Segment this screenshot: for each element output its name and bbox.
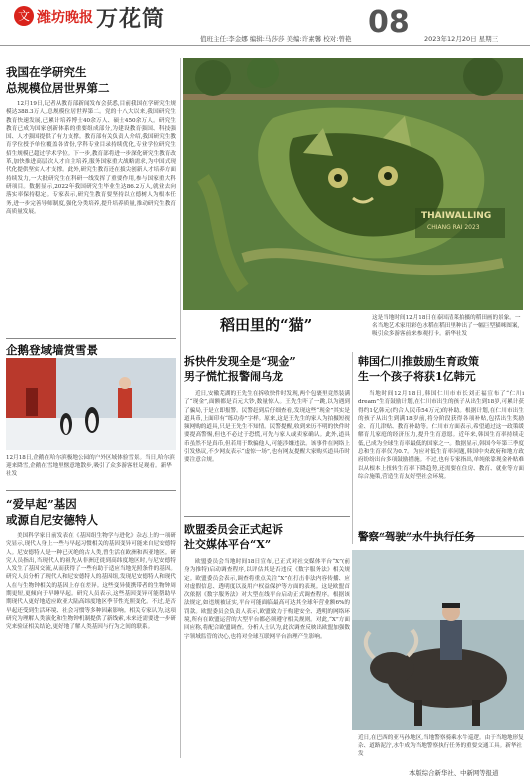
issue-date: 2023年12月20日 星期三 — [424, 35, 499, 43]
body-incheon-birth: 当地时间12月18日,韩国仁川市市长刘正福宣布了“仁川i dream”生育鼓励计划,在仁川市出生的孩子从出生到18岁,可累计获得约1亿韩元(约合人民币54万元)的补助。根据计划,在仁川市出生的孩子从出生到满18岁前,将分阶段获得各项补贴,包括出生奖励金、育儿津贴、教育补助等。仁川市方面表示,希望通过这一政策缓解育儿家庭的经济压力,提升生育意愿。近年来,韩国生育率持续走低,已成为全球生育率最低的国家之一。数据显示,韩国今年第三季度总和生育率仅为0.7。为应对低生育率问题,韩国中央政府和地方政府纷纷出台多项鼓励措施。不过,也有专家指出,单纯依靠现金补贴难以从根本上扭转生育率下降趋势,还需要在住房、教育、就业等方面综合施策,营造生育友好型社会环境。 — [358, 391, 524, 480]
page-number: 08 — [368, 5, 410, 40]
buffalo-illustration — [352, 550, 524, 730]
section-divider — [6, 338, 176, 339]
section-divider — [6, 490, 176, 491]
caption-rice-cat: 这是当地时间12月18日在泰国清莱拍摄的稻田画的景象。一名当地艺术家用彩色水稻在稻田里种出了一幅巨型猫咪图案,吸引众多游客前来参观打卡。新华社发 — [372, 315, 521, 337]
penguin-illustration — [6, 358, 176, 450]
paper-logo-icon: 文 — [14, 6, 34, 26]
body-grad-students: 12月19日,记者从教育部新闻发布会获悉,目前我国在学研究生规模达388.3万人,总规模位居世界第二。党的十八大以来,我国研究生教育快速发展,已累计培养博士40余万人、硕士450余万人。研究生教育已成为国家创新体系的重要组成部分,为建设教育强国、科技强国、人才强国提供了有力支撑。教育部有关负责人介绍,我国研究生教育学位授予单位覆盖各省份,学科专业目录持续优化,专业学位研究生招生规模已超过学术学位。下一步,教育部将进一步深化研究生教育改革,加快推进高层次人才自主培养,服务国家重大战略需求,为中国式现代化提供坚实人才支撑。此外,研究生教育还在拔尖创新人才培养方面持续发力,一大批研究生在科研一线发挥了重要作用,参与国家重大科研项目。数据显示,2022年我国研究生毕业生达86.2万人,就业去向落实率保持稳定。专家表示,研究生教育要坚持以立德树人为根本任务,进一步完善导师制度,强化分类培养,提升培养质量,推动研究生教育高质量发展。 — [6, 101, 176, 215]
caption-buffalo-police: 近日,在巴西的亚马孙地区,当地警察骑乘水牛巡逻。由于当地地形复杂、道路泥泞,水牛成为当地警察执行任务的重要交通工具。新华社发 — [358, 735, 524, 757]
column-divider — [180, 58, 181, 758]
page-source-credit: 本版综合新华社、中新网等报道 — [409, 769, 499, 777]
rice-field-cat-photo — [183, 58, 523, 310]
rice-art-subtitle-text: CHIANG RAI 2023 — [427, 224, 480, 231]
body-early-riser-gene: 美国科学家日前发表在《基因组生物学与进化》杂志上的一项研究显示,现代人身上一些与早起习惯相关的基因变异可能来自尼安德特人。尼安德特人是一种已灭绝的古人类,曾生活在欧洲和西亚地区。研究人员指出,当现代人的祖先从非洲迁徙到高纬度地区时,与尼安德特人发生了基因交流,从而获得了一些有助于适应当地光照条件的基因。研究人员分析了现代人和尼安德特人的基因组,发现尼安德特人和现代人在与生物钟相关的基因上存在差异。这些变异使携带者的生物钟周期更短,更倾向于早睡早起。研究人员表示,这些基因变异可能帮助早期现代人更好地适应欧亚大陆高纬度地区季节性光照变化。不过,是否早起还受到生活环境、社会习惯等多种因素影响。相关专家认为,这项研究为理解人类演化和生物钟机制提供了新线索,未来还需要进一步研究来验证相关结论,更好地了解人类基因与行为之间的联系。 — [6, 533, 176, 631]
section-title: 万花筒 — [96, 6, 166, 32]
headline-penguin: 企鹅登域墙赏雪景 — [6, 343, 98, 357]
body-cash-parcel: 近日,安徽芜湖的王先生在拆收快件时发现,两个包裹里竟然装满了“现金”,面额都是百元大钞,数量惊人。王先生吓了一跳,以为遇到了骗局,于是立即报警。民警赶到后仔细查看,发现这些“现金”其实是道具币,上面印有“练功券”字样。原来,这是王先生的家人为拍摄短视频网购的道具,只是王先生不知情。民警提醒,收到来历不明的快件时要提高警惕,但也不必过于恐慌,可先与家人或卖家确认。此外,道具币虽然不是真币,但若用于欺骗他人,可能涉嫌违法。该事件在网络上引发热议,不少网友表示“虚惊一场”,也有网友提醒大家购买道具币时要注意合规。 — [184, 391, 350, 464]
buffalo-police-photo — [352, 550, 524, 730]
headline-eu-x-platform: 欧盟委员会正式起诉 社交媒体平台“X” — [184, 523, 283, 551]
body-eu-x-platform: 欧盟委员会当地时间18日宣布,已正式对社交媒体平台“X”(前身为推特)启动调查程序,以评估其是否违反《数字服务法》相关规定。欧盟委员会表示,调查将重点关注“X”在打击非法内容传播、应对虚假信息、透明度以及用户权益保护等方面的表现。这是欧盟首次依据《数字服务法》对大型在线平台启动正式调查程序。根据该法规定,如违规被证实,平台可能面临最高可达其全球年营业额6%的罚款。欧盟委员会负责人表示,欧盟致力于构建安全、透明的网络环境,所有在欧盟运营的大型平台都必须遵守相关规则。对此,“X”方面回应称,将配合欧盟调查。分析人士认为,此次调查反映出欧盟加强数字领域监管的决心,也将对全球互联网平台治理产生影响。 — [184, 559, 350, 640]
editor-credits: 值班主任:李金娜 编辑:马莎莎 美编:许素馨 校对:曾艳 — [200, 35, 352, 43]
headline-rice-cat: 稻田里的“猫” — [220, 316, 313, 334]
section-divider — [184, 516, 350, 517]
headline-grad-students: 我国在学研究生 总规模位居世界第二 — [6, 65, 110, 95]
headline-buffalo-police: 警察“驾驶”水牛执行任务 — [358, 531, 476, 543]
headline-early-riser-gene: “爱早起”基因 或源自尼安德特人 — [6, 497, 98, 527]
paper-name: 潍坊晚报 — [37, 10, 93, 26]
rice-art-title-text: THAIWALLING — [421, 211, 492, 221]
headline-cash-parcel: 拆快件发现全是“现金” 男子慌忙报警闹乌龙 — [184, 355, 296, 383]
rice-field-illustration — [183, 58, 523, 310]
caption-penguin: 12月18日,企鹅在哈尔滨极地公园的户外区域体验雪景。当日,哈尔滨迎来降雪,企鹅在雪地里惬意地散步,吸引了众多游客驻足观看。新华社发 — [6, 455, 175, 477]
penguin-photo — [6, 358, 176, 450]
masthead — [0, 0, 530, 46]
column-divider — [352, 352, 353, 544]
headline-incheon-birth: 韩国仁川推鼓励生育政策 生一个孩子将获1亿韩元 — [358, 355, 479, 383]
